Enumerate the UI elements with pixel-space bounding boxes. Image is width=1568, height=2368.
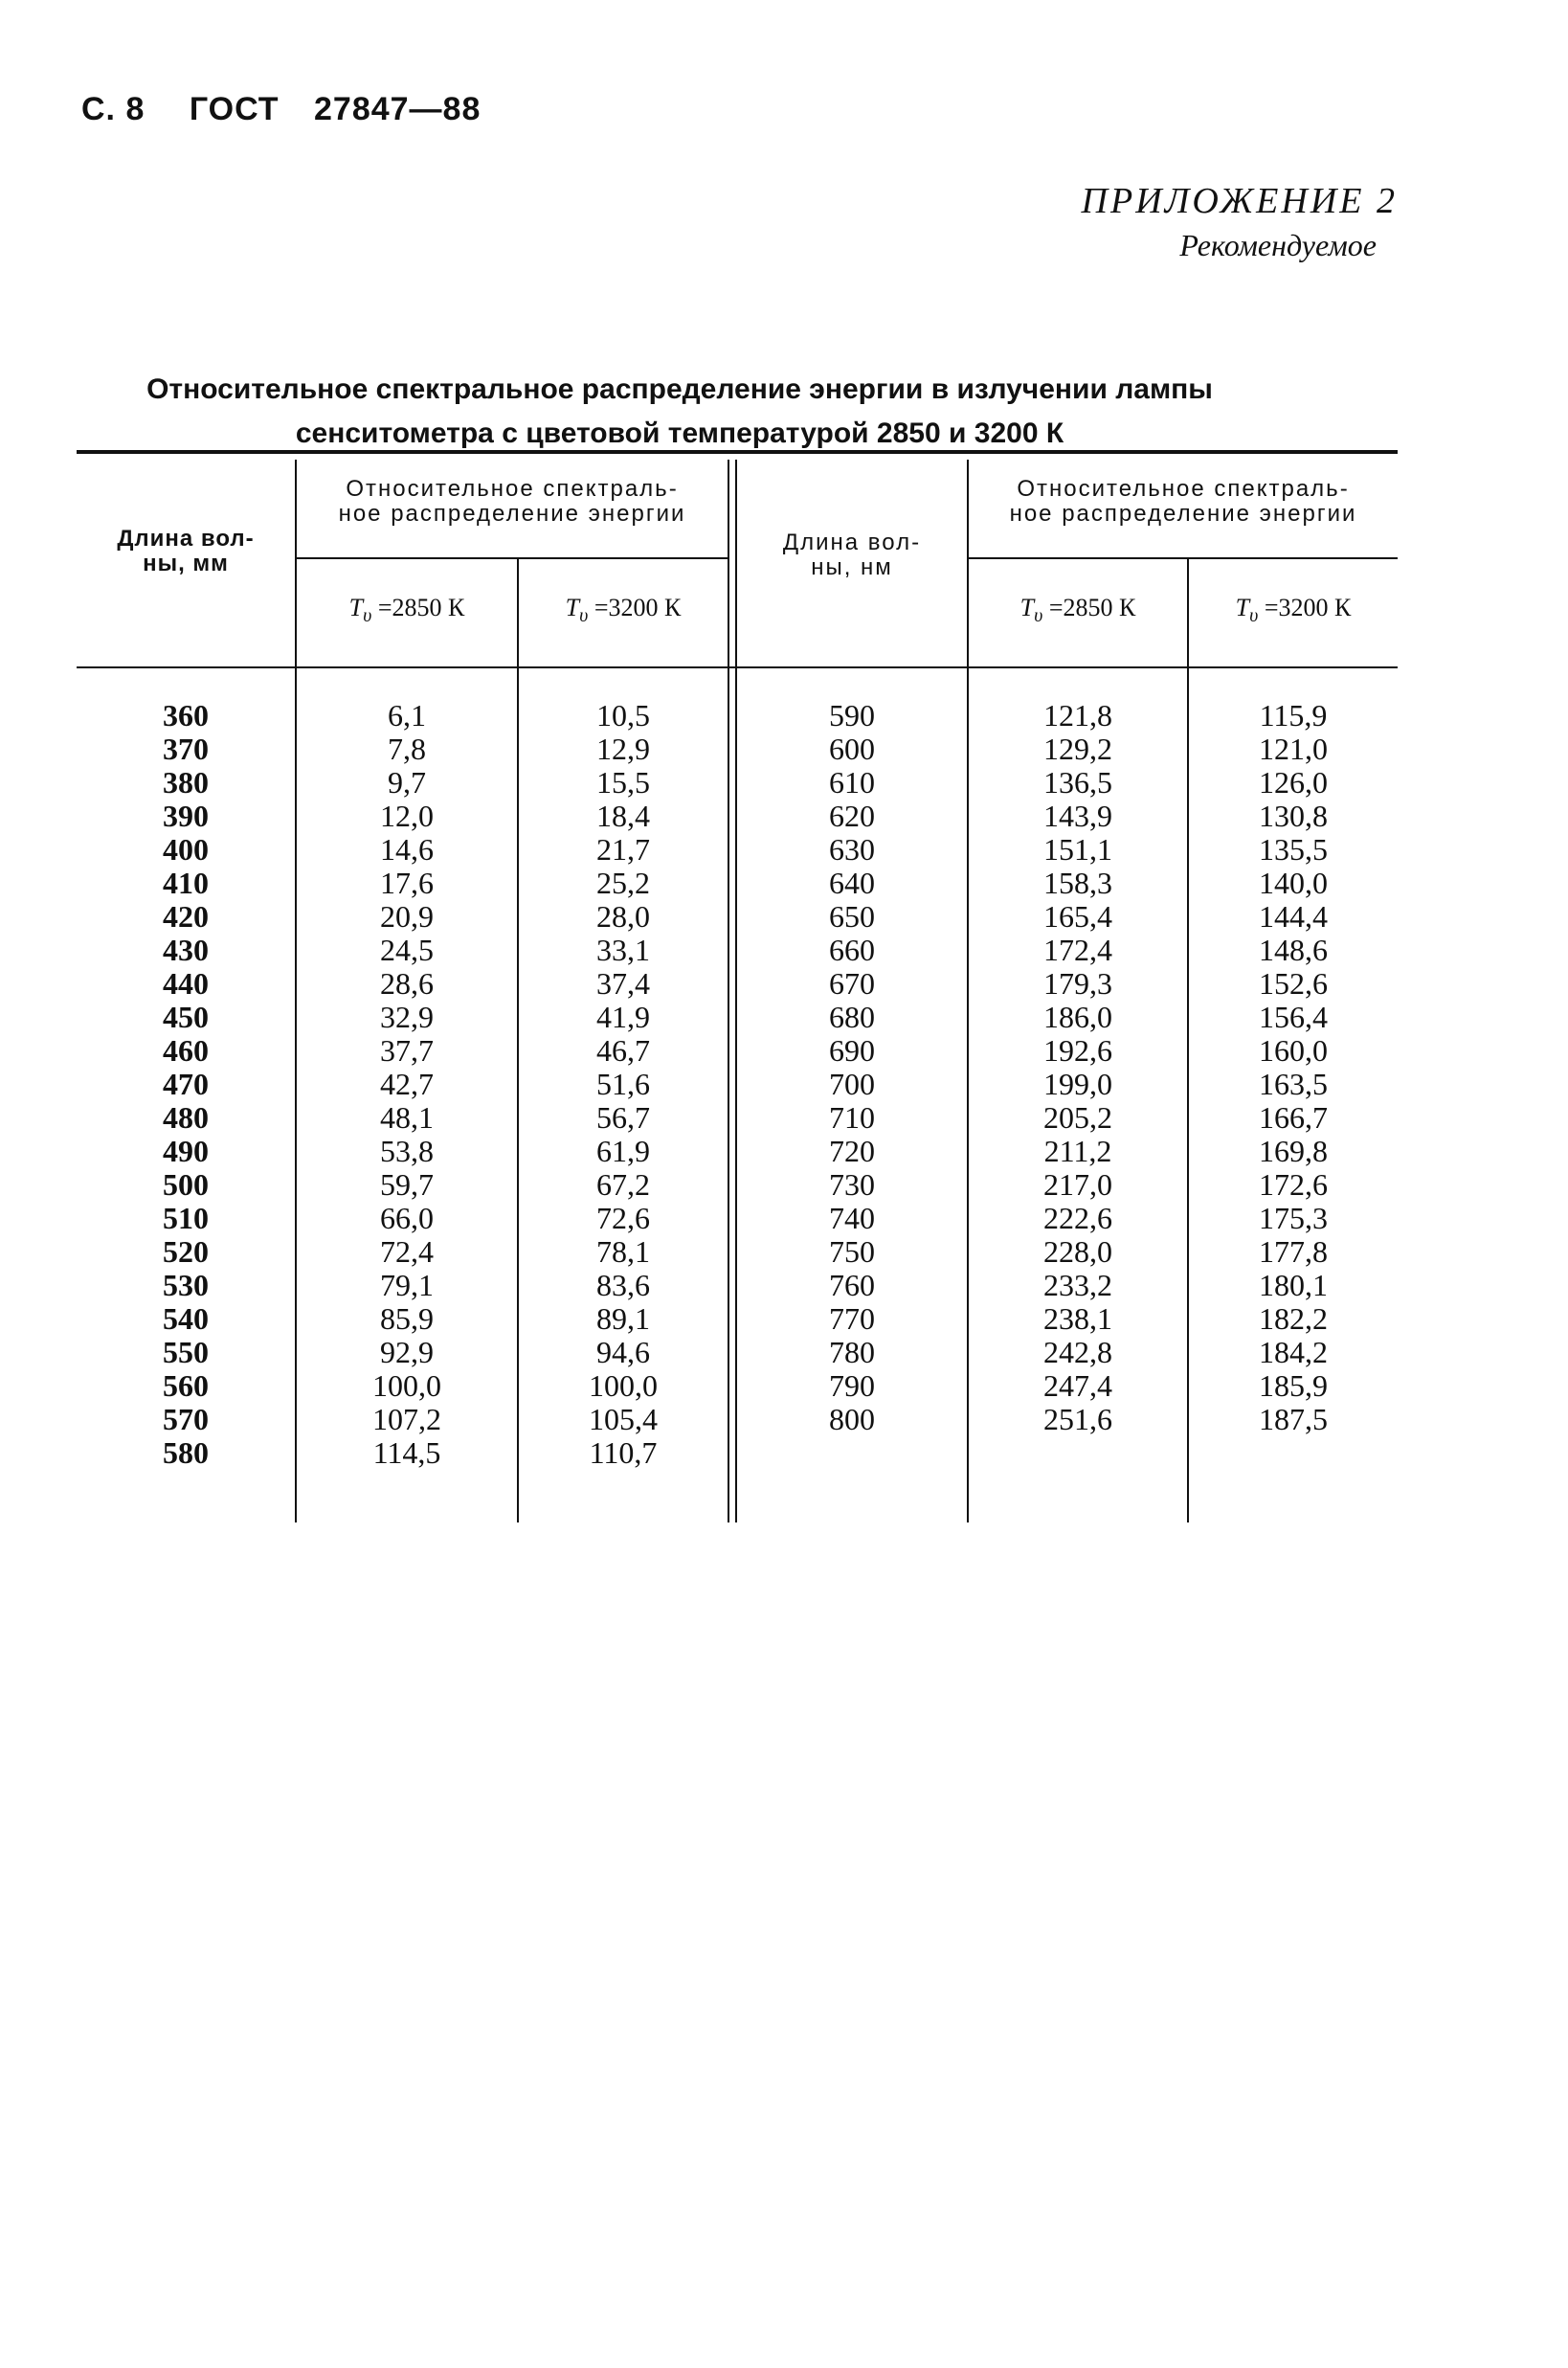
table-cell: 20,9: [380, 899, 434, 934]
table-cell: 186,0: [1043, 1000, 1112, 1034]
table-cell: 156,4: [1259, 1000, 1328, 1034]
table-cell: 222,6: [1043, 1201, 1112, 1235]
table-cell: 37,4: [596, 966, 650, 1001]
table-cell: 720: [829, 1134, 875, 1168]
table-cell: 680: [829, 1000, 875, 1034]
table-cell: 175,3: [1259, 1201, 1328, 1235]
table-cell: 143,9: [1043, 799, 1112, 833]
table-cell: 233,2: [1043, 1268, 1112, 1302]
header-wavelength-left: Длина вол- ны, мм: [117, 526, 255, 576]
column-t2850-right: [969, 699, 1187, 1436]
table-cell: 184,2: [1259, 1335, 1328, 1369]
table-cell: 89,1: [596, 1301, 650, 1336]
table-cell: 17,6: [380, 866, 434, 900]
table-cell: 61,9: [596, 1134, 650, 1168]
table-cell: 12,9: [596, 732, 650, 766]
table-cell: 136,5: [1043, 765, 1112, 800]
spectral-table: [77, 450, 1398, 1522]
table-title-line-2: сенситометра с цветовой температурой 2850 и 3200 К: [295, 417, 1064, 449]
table-cell: 182,2: [1259, 1301, 1328, 1336]
table-cell: 540: [163, 1301, 209, 1336]
table-title: [77, 368, 1283, 456]
table-cell: 640: [829, 866, 875, 900]
standard-label: ГОСТ: [189, 91, 280, 127]
table-cell: 160,0: [1259, 1033, 1328, 1068]
table-cell: 205,2: [1043, 1100, 1112, 1135]
table-cell: 126,0: [1259, 765, 1328, 800]
table-cell: 121,0: [1259, 732, 1328, 766]
table-cell: 115,9: [1259, 698, 1328, 733]
table-cell: 72,6: [596, 1201, 650, 1235]
table-cell: 650: [829, 899, 875, 934]
table-cell: 185,9: [1259, 1368, 1328, 1403]
table-cell: 148,6: [1259, 933, 1328, 967]
table-cell: 211,2: [1043, 1134, 1112, 1168]
table-cell: 67,2: [596, 1167, 650, 1202]
table-cell: 242,8: [1043, 1335, 1112, 1369]
table-cell: 179,3: [1043, 966, 1112, 1001]
table-cell: 92,9: [380, 1335, 434, 1369]
table-cell: 28,0: [596, 899, 650, 934]
table-cell: 187,5: [1259, 1402, 1328, 1436]
table-cell: 18,4: [596, 799, 650, 833]
table-cell: 12,0: [380, 799, 434, 833]
table-cell: 590: [829, 698, 875, 733]
table-cell: 14,6: [380, 832, 434, 867]
table-cell: 700: [829, 1067, 875, 1101]
table-cell: 94,6: [596, 1335, 650, 1369]
table-cell: 144,4: [1259, 899, 1328, 934]
appendix-status: Рекомендуемое: [1179, 228, 1377, 262]
header-t2850-right: $T_\upsilon =2850$ К: [1019, 594, 1136, 627]
table-cell: 440: [163, 966, 209, 1001]
table-cell: 620: [829, 799, 875, 833]
table-cell: 400: [163, 832, 209, 867]
table-cell: 78,1: [596, 1234, 650, 1269]
table-cell: 151,1: [1043, 832, 1112, 867]
table-cell: 380: [163, 765, 209, 800]
table-cell: 100,0: [589, 1368, 658, 1403]
table-cell: 83,6: [596, 1268, 650, 1302]
table-cell: 32,9: [380, 1000, 434, 1034]
table-cell: 560: [163, 1368, 209, 1403]
table-cell: 199,0: [1043, 1067, 1112, 1101]
table-cell: 169,8: [1259, 1134, 1328, 1168]
table-cell: 460: [163, 1033, 209, 1068]
table-cell: 107,2: [372, 1402, 441, 1436]
table-cell: 610: [829, 765, 875, 800]
table-cell: 780: [829, 1335, 875, 1369]
column-wavelength-left: [77, 699, 295, 1470]
table-cell: 15,5: [596, 765, 650, 800]
header-group-right: Относительное спектраль- ное распределение энергии: [1009, 476, 1357, 527]
header-group-left: Относительное спектраль- ное распределение энергии: [338, 476, 686, 527]
table-cell: 670: [829, 966, 875, 1001]
table-cell: 10,5: [596, 698, 650, 733]
header-bottom-rule: [77, 666, 1398, 668]
table-cell: 192,6: [1043, 1033, 1112, 1068]
table-cell: 690: [829, 1033, 875, 1068]
table-cell: 140,0: [1259, 866, 1328, 900]
table-cell: 172,4: [1043, 933, 1112, 967]
table-cell: 135,5: [1259, 832, 1328, 867]
column-t3200-left: [519, 699, 728, 1470]
table-cell: 100,0: [372, 1368, 441, 1403]
table-cell: 217,0: [1043, 1167, 1112, 1202]
table-cell: 430: [163, 933, 209, 967]
column-t3200-right: [1189, 699, 1398, 1436]
table-cell: 580: [163, 1435, 209, 1470]
table-cell: 660: [829, 933, 875, 967]
table-cell: 79,1: [380, 1268, 434, 1302]
table-cell: 152,6: [1259, 966, 1328, 1001]
table-cell: 750: [829, 1234, 875, 1269]
table-cell: 129,2: [1043, 732, 1112, 766]
table-cell: 480: [163, 1100, 209, 1135]
table-cell: 66,0: [380, 1201, 434, 1235]
table-cell: 450: [163, 1000, 209, 1034]
table-cell: 390: [163, 799, 209, 833]
table-cell: 25,2: [596, 866, 650, 900]
table-cell: 600: [829, 732, 875, 766]
table-cell: 740: [829, 1201, 875, 1235]
table-cell: 710: [829, 1100, 875, 1135]
table-cell: 56,7: [596, 1100, 650, 1135]
table-cell: 790: [829, 1368, 875, 1403]
table-cell: 85,9: [380, 1301, 434, 1336]
table-cell: 7,8: [388, 732, 426, 766]
table-cell: 37,7: [380, 1033, 434, 1068]
table-cell: 410: [163, 866, 209, 900]
table-cell: 800: [829, 1402, 875, 1436]
table-cell: 180,1: [1259, 1268, 1328, 1302]
col-divider-3a: [728, 460, 729, 1522]
table-cell: 163,5: [1259, 1067, 1328, 1101]
table-cell: 238,1: [1043, 1301, 1112, 1336]
table-cell: 24,5: [380, 933, 434, 967]
appendix-title: ПРИЛОЖЕНИЕ 2: [1081, 181, 1398, 221]
table-cell: 9,7: [388, 765, 426, 800]
table-top-rule: [77, 450, 1398, 454]
table-cell: 166,7: [1259, 1100, 1328, 1135]
table-cell: 28,6: [380, 966, 434, 1001]
table-cell: 165,4: [1043, 899, 1112, 934]
column-t2850-left: [297, 699, 517, 1470]
table-cell: 121,8: [1043, 698, 1112, 733]
table-cell: 158,3: [1043, 866, 1112, 900]
table-cell: 470: [163, 1067, 209, 1101]
table-cell: 72,4: [380, 1234, 434, 1269]
table-cell: 510: [163, 1201, 209, 1235]
table-cell: 33,1: [596, 933, 650, 967]
header-t3200-left: $T_\upsilon =3200$ К: [565, 594, 682, 627]
table-cell: 114,5: [372, 1435, 441, 1470]
table-cell: 59,7: [380, 1167, 434, 1202]
table-cell: 360: [163, 698, 209, 733]
header-t3200-right: $T_\upsilon =3200$ К: [1235, 594, 1352, 627]
page-number: С. 8: [81, 91, 146, 127]
table-cell: 630: [829, 832, 875, 867]
table-cell: 420: [163, 899, 209, 934]
table-cell: 172,6: [1259, 1167, 1328, 1202]
standard-number: 27847—88: [314, 91, 482, 127]
table-title-line-1: Относительное спектральное распределение энергии в излучении лампы: [146, 373, 1213, 405]
table-cell: 53,8: [380, 1134, 434, 1168]
table-cell: 130,8: [1259, 799, 1328, 833]
table-cell: 490: [163, 1134, 209, 1168]
table-cell: 41,9: [596, 1000, 650, 1034]
group-rule-left: [297, 557, 728, 559]
table-cell: 730: [829, 1167, 875, 1202]
table-cell: 530: [163, 1268, 209, 1302]
table-cell: 6,1: [388, 698, 426, 733]
table-cell: 110,7: [589, 1435, 658, 1470]
column-wavelength-right: [737, 699, 967, 1436]
table-cell: 520: [163, 1234, 209, 1269]
table-cell: 570: [163, 1402, 209, 1436]
table-cell: 370: [163, 732, 209, 766]
table-cell: 51,6: [596, 1067, 650, 1101]
table-cell: 228,0: [1043, 1234, 1112, 1269]
table-cell: 251,6: [1043, 1402, 1112, 1436]
table-cell: 46,7: [596, 1033, 650, 1068]
table-cell: 247,4: [1043, 1368, 1112, 1403]
table-cell: 177,8: [1259, 1234, 1328, 1269]
header-wavelength-right: Длина вол- ны, нм: [782, 530, 922, 580]
table-cell: 105,4: [589, 1402, 658, 1436]
group-rule-right: [969, 557, 1398, 559]
table-cell: 48,1: [380, 1100, 434, 1135]
table-cell: 42,7: [380, 1067, 434, 1101]
table-cell: 760: [829, 1268, 875, 1302]
table-cell: 770: [829, 1301, 875, 1336]
table-cell: 21,7: [596, 832, 650, 867]
table-cell: 550: [163, 1335, 209, 1369]
table-cell: 500: [163, 1167, 209, 1202]
header-t2850-left: $T_\upsilon =2850$ К: [348, 594, 465, 627]
page-header: [81, 91, 481, 128]
appendix-block: [1082, 180, 1398, 263]
